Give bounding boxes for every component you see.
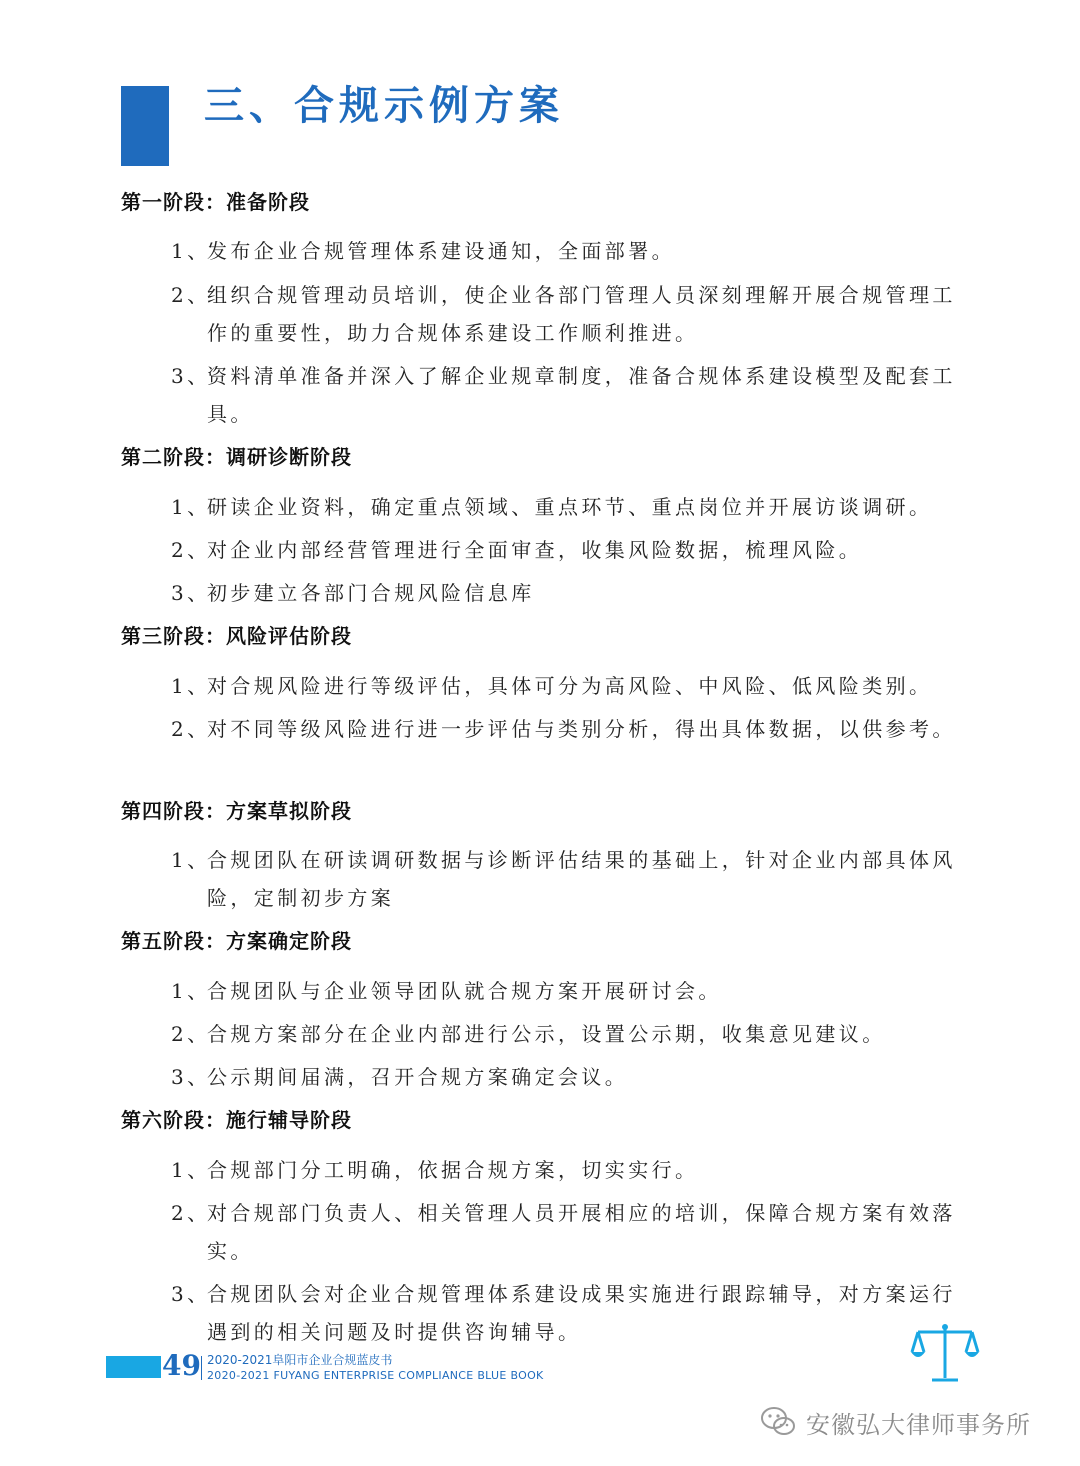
footer-accent-bar: [106, 1356, 161, 1378]
wechat-icon: [760, 1406, 796, 1438]
list-item: [171, 1194, 971, 1270]
item-number: 3、: [171, 364, 211, 388]
list-item: [171, 1058, 971, 1096]
list-item: [171, 232, 971, 270]
item-text: 组织合规管理动员培训，使企业各部门管理人员深刻理解开展合规管理工作的重要性，助力合规体系建设工作顺利推进。: [207, 283, 956, 345]
item-text: 资料清单准备并深入了解企业规章制度，准备合规体系建设模型及配套工具。: [207, 364, 956, 426]
item-text: 合规方案部分在企业内部进行公示，设置公示期，收集意见建议。: [207, 1022, 886, 1046]
item-text: 公示期间届满，召开合规方案确定会议。: [207, 1065, 629, 1089]
list-item: [171, 710, 971, 748]
item-text: 合规团队会对企业合规管理体系建设成果实施进行跟踪辅导，对方案运行遇到的相关问题及时提供咨询辅导。: [207, 1282, 956, 1344]
list-item: [171, 1275, 971, 1351]
footer-book-title-en: 2020-2021 FUYANG ENTERPRISE COMPLIANCE BLUE BOOK: [207, 1369, 544, 1382]
item-number: 3、: [171, 1065, 211, 1089]
list-item: [171, 488, 971, 526]
page-title: 三、合规示例方案: [204, 82, 564, 129]
list-item: [171, 1015, 971, 1053]
item-number: 2、: [171, 1022, 211, 1046]
item-number: 1、: [171, 495, 211, 519]
item-text: 合规团队与企业领导团队就合规方案开展研讨会。: [207, 979, 722, 1003]
item-text: 合规团队在研读调研数据与诊断评估结果的基础上，针对企业内部具体风险，定制初步方案: [207, 848, 956, 910]
stage-heading: 第四阶段：方案草拟阶段: [121, 799, 352, 823]
item-number: 2、: [171, 1201, 211, 1225]
footer-book-title: 2020-2021阜阳市企业合规蓝皮书: [207, 1353, 393, 1367]
stage-heading: 第一阶段：准备阶段: [121, 190, 310, 214]
list-item: [171, 841, 971, 917]
item-number: 1、: [171, 674, 211, 698]
item-number: 1、: [171, 848, 211, 872]
item-text: 对合规部门负责人、相关管理人员开展相应的培训，保障合规方案有效落实。: [207, 1201, 956, 1263]
item-number: 1、: [171, 239, 211, 263]
item-number: 3、: [171, 1282, 211, 1306]
item-number: 1、: [171, 979, 211, 1003]
item-number: 1、: [171, 1158, 211, 1182]
item-text: 合规部门分工明确，依据合规方案，切实实行。: [207, 1158, 699, 1182]
item-text: 研读企业资料，确定重点领域、重点环节、重点岗位并开展访谈调研。: [207, 495, 933, 519]
item-text: 对不同等级风险进行进一步评估与类别分析，得出具体数据，以供参考。: [207, 717, 956, 741]
footer-divider: [201, 1356, 202, 1380]
list-item: [171, 1151, 971, 1189]
page-number: 49: [162, 1349, 201, 1382]
item-text: 发布企业合规管理体系建设通知，全面部署。: [207, 239, 675, 263]
list-item: [171, 357, 971, 433]
watermark: [760, 1402, 1031, 1442]
list-item: [171, 667, 971, 705]
stage-heading: 第二阶段：调研诊断阶段: [121, 445, 352, 469]
stage-heading: 第三阶段：风险评估阶段: [121, 624, 352, 648]
stage-heading: 第五阶段：方案确定阶段: [121, 929, 352, 953]
item-number: 3、: [171, 581, 211, 605]
item-number: 2、: [171, 538, 211, 562]
item-text: 初步建立各部门合规风险信息库: [207, 581, 535, 605]
list-item: [171, 531, 971, 569]
item-text: 对企业内部经营管理进行全面审查，收集风险数据，梳理风险。: [207, 538, 863, 562]
item-number: 2、: [171, 283, 211, 307]
watermark-text: 安徽弘大律师事务所: [806, 1410, 1031, 1439]
item-number: 2、: [171, 717, 211, 741]
stage-heading: 第六阶段：施行辅导阶段: [121, 1108, 352, 1132]
scales-of-justice-icon: [910, 1322, 980, 1384]
item-text: 对合规风险进行等级评估，具体可分为高风险、中风险、低风险类别。: [207, 674, 933, 698]
list-item: [171, 276, 971, 352]
list-item: [171, 574, 971, 612]
title-accent-block: [121, 86, 169, 166]
list-item: [171, 972, 971, 1010]
